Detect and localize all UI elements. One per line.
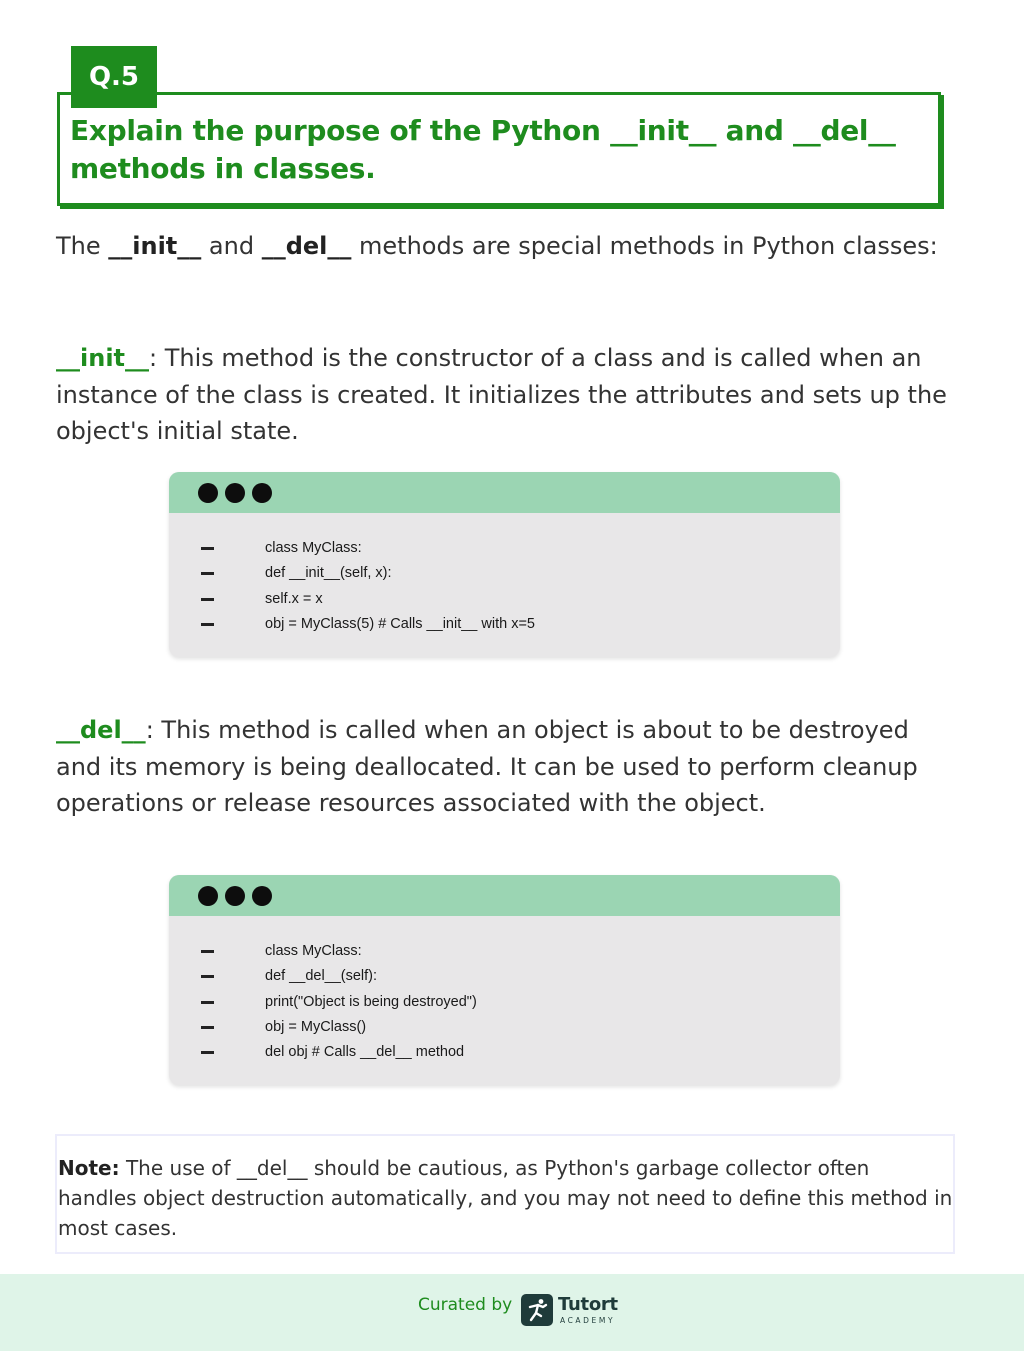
init-term: __init__ <box>56 344 150 372</box>
window-dot-icon <box>225 483 245 503</box>
note-text: The use of __del__ should be cautious, as Python's garbage collector often handles object destruction automatically, and you may not need to define this method in most cases. <box>58 1156 953 1240</box>
code-line <box>169 991 840 1016</box>
code-line <box>169 965 840 990</box>
bullet-dash-icon <box>201 1051 214 1054</box>
bullet-dash-icon <box>201 547 214 550</box>
code-text: self.x = x <box>265 590 323 607</box>
intro-paragraph <box>56 228 956 265</box>
window-dot-icon <box>252 483 272 503</box>
del-paragraph <box>56 712 956 822</box>
curated-by-text: Curated by <box>418 1295 513 1315</box>
footer <box>0 1274 1024 1351</box>
bullet-dash-icon <box>201 623 214 626</box>
code-text: def __init__(self, x): <box>265 565 392 582</box>
code-line <box>169 1041 840 1066</box>
init-description: : This method is the constructor of a class and is called when an instance of the class is created. It initializes the attributes and sets up the object's initial state. <box>56 344 947 445</box>
bullet-dash-icon <box>201 975 214 978</box>
code-line <box>169 1016 840 1041</box>
code-block-body <box>169 916 840 1066</box>
tutort-logo-icon <box>521 1294 553 1326</box>
bullet-dash-icon <box>201 950 214 953</box>
code-block-init <box>169 472 840 657</box>
code-block-del <box>169 875 840 1085</box>
code-block-body <box>169 513 840 638</box>
intro-init-name: __init__ <box>108 232 202 260</box>
intro-mid: and <box>201 232 262 260</box>
code-text: obj = MyClass() <box>265 1018 367 1035</box>
intro-pre: The <box>56 232 109 260</box>
code-line <box>169 537 840 562</box>
note-label: Note: <box>58 1156 120 1180</box>
bullet-dash-icon <box>201 572 214 575</box>
code-text: print("Object is being destroyed") <box>265 993 477 1010</box>
code-block-header <box>169 472 840 513</box>
bullet-dash-icon <box>201 598 214 601</box>
window-dot-icon <box>198 886 218 906</box>
intro-del-name: __del__ <box>261 232 352 260</box>
window-dot-icon <box>252 886 272 906</box>
code-line <box>169 613 840 638</box>
code-text: class MyClass: <box>265 943 362 959</box>
code-line <box>169 940 840 965</box>
intro-post: methods are special methods in Python classes: <box>351 232 938 260</box>
question-number-badge: Q.5 <box>71 46 157 108</box>
code-line <box>169 588 840 613</box>
del-description: : This method is called when an object is about to be destroyed and its memory is being deallocated. It can be used to perform cleanup operations or release resources associated with the object. <box>56 716 918 817</box>
brand-name: Tutort <box>558 1294 618 1315</box>
del-term: __del__ <box>56 716 146 744</box>
code-text: del obj # Calls __del__ method <box>265 1044 465 1061</box>
init-paragraph <box>56 340 956 450</box>
code-line <box>169 562 840 587</box>
running-figure-icon <box>526 1298 548 1322</box>
bullet-dash-icon <box>201 1026 214 1029</box>
window-dot-icon <box>198 483 218 503</box>
code-text: obj = MyClass(5) # Calls __init__ with x=5 <box>265 615 535 632</box>
brand-subtitle: ACADEMY <box>560 1316 616 1325</box>
window-dot-icon <box>225 886 245 906</box>
question-title: Explain the purpose of the Python __init__ and __del__ methods in classes. <box>70 114 896 185</box>
bullet-dash-icon <box>201 1001 214 1004</box>
note-box <box>55 1134 955 1254</box>
code-text: class MyClass: <box>265 540 362 556</box>
code-block-header <box>169 875 840 916</box>
code-text: def __del__(self): <box>265 968 378 985</box>
